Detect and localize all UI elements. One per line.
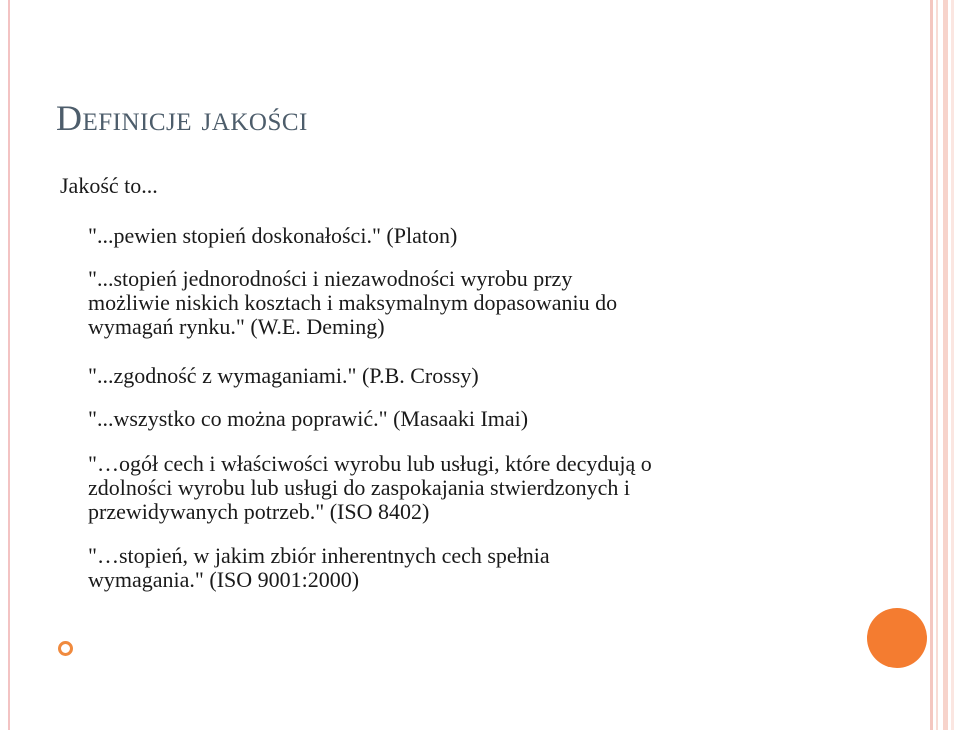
frame-line-left [8,0,10,730]
quote-deming: "...stopień jednorodności i niezawodności wyrobu przy możliwie niskich kosztach i maksymalnym dopasowaniu do wymagań rynku." (W.E. Deming) [88,266,618,339]
slide-lead: Jakość to... [60,173,158,198]
quote-crossy: "...zgodność z wymaganiami." (P.B. Crossy) [88,363,479,388]
bullet-ring-icon [58,641,73,656]
frame-stripe-3 [943,0,948,730]
frame-stripe-1 [930,0,933,730]
quote-list [88,224,848,592]
orange-circle-icon [867,608,927,668]
slide-title: Definicje jakości [56,98,308,138]
quote-imai: "...wszystko co można poprawić." (Masaaki Imai) [88,406,529,431]
frame-stripe-4 [951,0,954,730]
frame-stripe-2 [936,0,938,730]
quote-platon: "...pewien stopień doskonałości." (Platon) [88,223,458,248]
quote-iso-9001: "…stopień, w jakim zbiór inherentnych cech spełnia wymagania." (ISO 9001:2000) [88,543,550,592]
quote-iso-8402: "…ogół cech i właściwości wyrobu lub usługi, które decydują o zdolności wyrobu lub usługi do zaspokajania stwierdzonych i przewidywanych potrzeb." (ISO 8402) [88,451,652,524]
